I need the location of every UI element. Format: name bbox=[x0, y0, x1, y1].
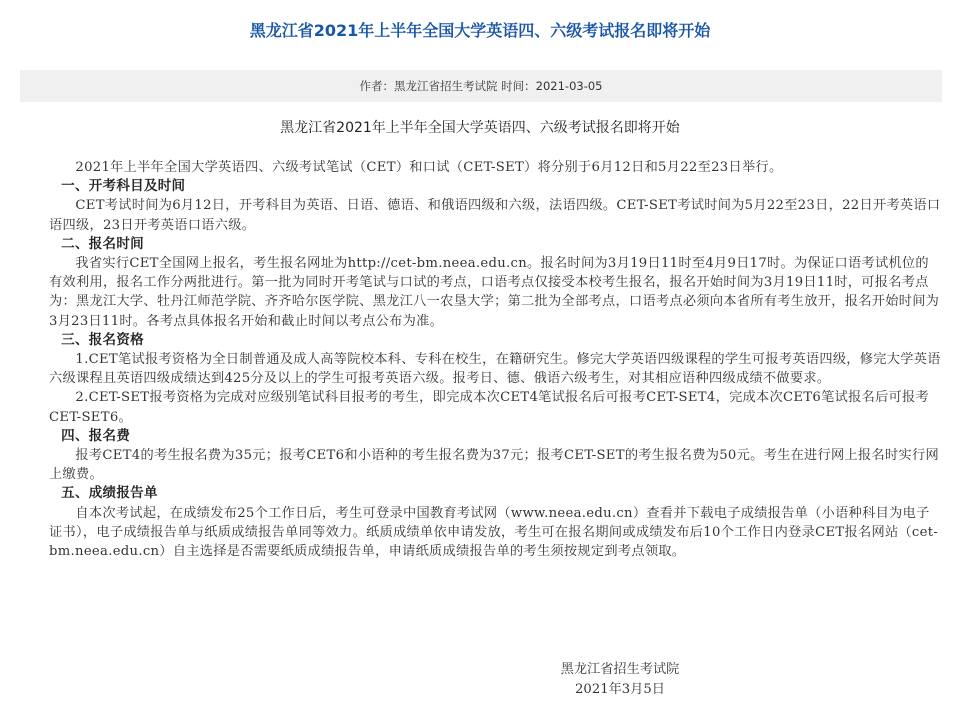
section-heading-subjects: 一、开考科目及时间 bbox=[61, 178, 186, 195]
article-subtitle: 黑龙江省2021年上半年全国大学英语四、六级考试报名即将开始 bbox=[280, 120, 680, 136]
section-heading-eligibility: 三、报名资格 bbox=[61, 331, 144, 348]
article-meta: 作者：黑龙江省招生考试院 时间：2021-03-05 bbox=[20, 70, 942, 102]
section-heading-score-report: 五、成绩报告单 bbox=[61, 485, 158, 502]
signature-org: 黑龙江省招生考试院 bbox=[560, 662, 680, 677]
section-paragraph: 报考CET4的考生报名费为35元；报考CET6和小语种的考生报名费为37元；报考CET-SET的考生报名费为50元。考生在进行网上报名时实行网上缴费。 bbox=[49, 448, 939, 483]
section-paragraph: 2.CET-SET报考资格为完成对应级别笔试科目报考的考生，即完成本次CET4笔试报名后可报考CET-SET4，完成本次CET6笔试报名后可报考CET-SET6。 bbox=[49, 390, 930, 425]
signature-block bbox=[540, 660, 700, 699]
page-title: 黑龙江省2021年上半年全国大学英语四、六级考试报名即将开始 bbox=[249, 21, 711, 40]
article-body bbox=[49, 158, 942, 561]
section-heading-fees: 四、报名费 bbox=[61, 427, 131, 444]
section-paragraph: 1.CET笔试报考资格为全日制普通及成人高等院校本科、专科在校生，在籍研究生。修完大学英语四级课程的学生可报考英语四级，修完大学英语六级课程且英语四级成绩达到425分及以上的学生可报考英语六级。报考日、德、俄语六级考生，对其相应语种四级成绩不做要求。 bbox=[49, 352, 941, 387]
signature-date: 2021年3月5日 bbox=[575, 681, 665, 697]
section-heading-registration-time: 二、报名时间 bbox=[61, 235, 144, 252]
section-paragraph: 我省实行CET全国网上报名，考生报名网址为http://cet-bm.neea.edu.cn。报名时间为3月19日11时至4月9日17时。为保证口语考试机位的有效利用，报名工作分两批进行。第一批为同时开考笔试与口试的考点，口语考点仅接受本校考生报名，报名开始时间为3月19日11时，可报名考点为：黑龙江大学、牡丹江师范学院、齐齐哈尔医学院、黑龙江八一农垦大学；第二批为全部考点，口语考点必须向本省所有考生放开，报名开始时间为3月23日11时。各考点具体报名开始和截止时间以考点公布为准。 bbox=[49, 256, 940, 329]
intro-paragraph: 2021年上半年全国大学英语四、六级考试笔试（CET）和口试（CET-SET）将分别于6月12日和5月22至23日举行。 bbox=[75, 160, 783, 175]
section-paragraph: CET考试时间为6月12日，开考科目为英语、日语、德语、和俄语四级和六级，法语四级。CET-SET考试时间为5月22至23日，22日开考英语口语四级，23日开考英语口语六级。 bbox=[49, 198, 941, 233]
section-paragraph: 自本次考试起，在成绩发布25个工作日后，考生可登录中国教育考试网（www.neea.edu.cn）查看并下载电子成绩报告单（小语种科目为电子证书），电子成绩报告单与纸质成绩报告单同等效力。纸质成绩单依申请发放，考生可在报名期间或成绩发布后10个工作日内登录CET报名网站（cet-bm.neea.edu.cn）自主选择是否需要纸质成绩报告单，申请纸质成绩报告单的考生须按规定到考点领取。 bbox=[49, 505, 939, 560]
